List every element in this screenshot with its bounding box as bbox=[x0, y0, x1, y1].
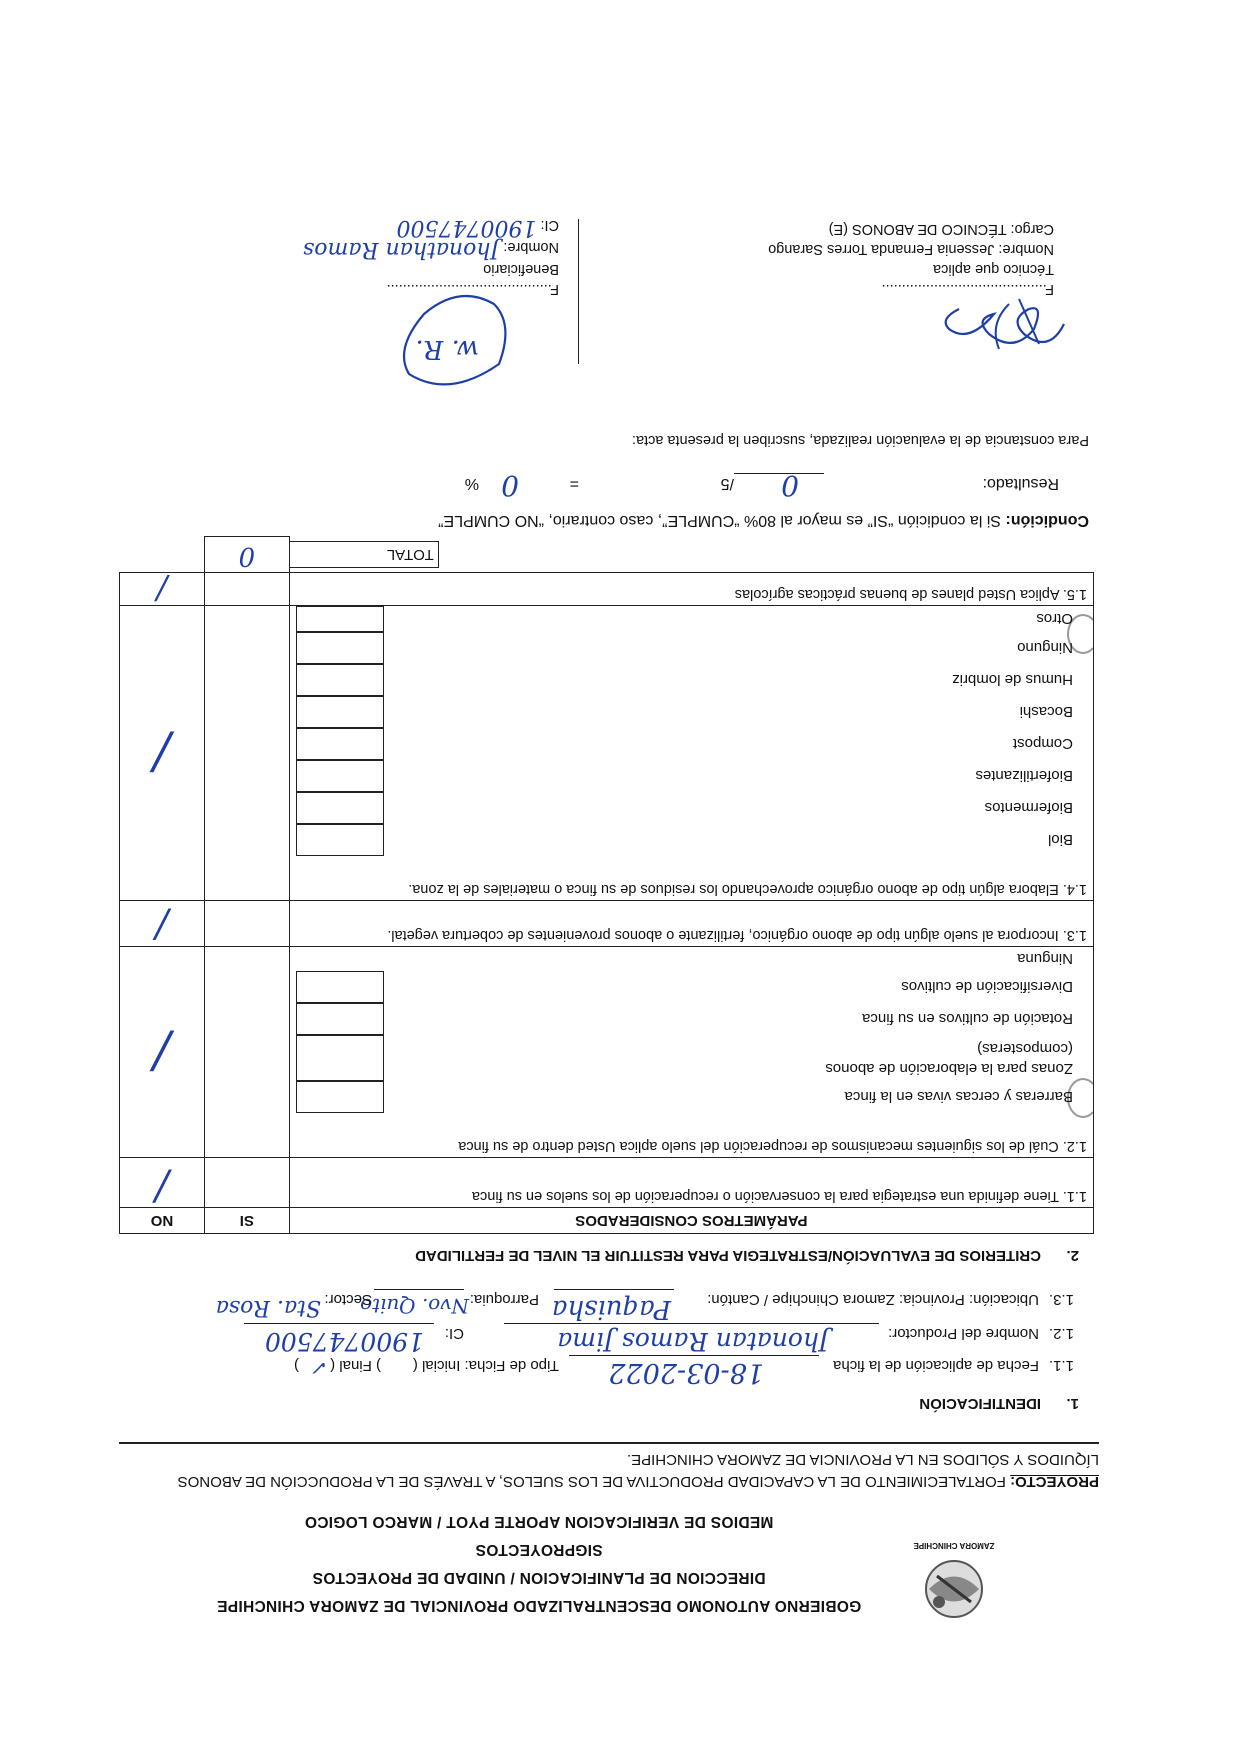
criteria-row-1-3 bbox=[120, 901, 1094, 947]
project-label: PROYECTO: bbox=[1010, 1473, 1099, 1490]
header-line-3: SIGPROYECTOS bbox=[475, 1541, 603, 1558]
sector-value: Sta. Rosa bbox=[215, 1295, 321, 1320]
field-1-3-label: Ubicación: Provincia: Zamora Chinchipe / Cantón: bbox=[707, 1291, 1039, 1308]
option-checkbox[interactable] bbox=[296, 792, 384, 824]
option-checkbox[interactable] bbox=[296, 696, 384, 728]
option-biofermentos: Biofermentos bbox=[290, 792, 1093, 824]
option-checkbox[interactable] bbox=[296, 728, 384, 760]
ci-label: CI: bbox=[444, 1325, 464, 1342]
option-rotacion: Rotación de cultivos en su finca bbox=[290, 1003, 1093, 1035]
option-diversificacion: Diversificación de cultivos bbox=[290, 971, 1093, 1003]
condition-text: Si la condición “SI” es mayor al 80% “CUMPLE”, caso contrario, “NO CUMPLE” bbox=[438, 512, 1001, 529]
parroquia-line bbox=[374, 1289, 464, 1290]
answer-no-1-4[interactable]: / bbox=[120, 606, 205, 901]
beneficiario-nombre-row bbox=[302, 237, 559, 262]
answer-si-1-1[interactable] bbox=[204, 1158, 289, 1208]
criteria-header-row bbox=[120, 1208, 1094, 1234]
beneficiario-ci-label: CI: bbox=[540, 217, 559, 233]
option-otros: Otros bbox=[290, 606, 1093, 632]
resultado-pct: % bbox=[464, 475, 479, 492]
resultado-num: 0 bbox=[781, 469, 799, 502]
option-checkbox[interactable] bbox=[296, 1035, 384, 1081]
criteria-row-1-1 bbox=[120, 1158, 1094, 1208]
total-si-value: 0 bbox=[204, 537, 289, 573]
beneficiario-block bbox=[303, 215, 559, 299]
project-block bbox=[119, 1442, 1099, 1492]
beneficiario-ci-row bbox=[303, 215, 559, 240]
option-zonas-abonos: Zonas para la elaboración de abonos (composteras) bbox=[290, 1035, 1093, 1081]
option-barreras: Barreras y cercas vivas en la finca bbox=[290, 1081, 1093, 1113]
header-line-1: GOBIERNO AUTONOMO DESCENTRALIZADO PROVINCIAL DE ZAMORA CHINCHIPE bbox=[216, 1597, 862, 1614]
answer-no-1-1[interactable]: / bbox=[120, 1158, 205, 1208]
resultado-den: /5 bbox=[720, 475, 734, 492]
answer-no-1-2[interactable]: / bbox=[120, 947, 205, 1158]
resultado-label: Resultado: bbox=[982, 475, 1059, 492]
provincial-logo bbox=[909, 1514, 999, 1624]
criteria-row-1-5 bbox=[120, 573, 1094, 606]
col-si-header: SI bbox=[204, 1208, 289, 1234]
question-1-1: 1.1. Tiene definida una estrategia para la conservación o recuperación de los suelos en su finca bbox=[289, 1158, 1093, 1208]
section-2-number: 2. bbox=[1066, 1247, 1079, 1264]
canton-value: Paquisha bbox=[551, 1294, 671, 1324]
tecnico-signature bbox=[929, 289, 1069, 364]
total-label: TOTAL bbox=[289, 541, 439, 568]
col-params-header: PARÁMETROS CONSIDERADOS bbox=[289, 1208, 1093, 1234]
tecnico-f-line: F......................................... bbox=[881, 281, 1054, 297]
option-checkbox[interactable] bbox=[296, 606, 384, 632]
col-no-header: NO bbox=[120, 1208, 205, 1234]
option-bocashi: Bocashi bbox=[290, 696, 1093, 728]
sector-label: Sector: bbox=[324, 1291, 372, 1308]
question-1-3: 1.3. Incorpora al suelo algún tipo de abono orgánico, fertilizante o abonos provenientes de cobertura vegetal. bbox=[289, 901, 1093, 947]
beneficiario-f-line: F......................................... bbox=[386, 281, 559, 297]
option-biofertilizantes: Biofertilizantes bbox=[290, 760, 1093, 792]
answer-si-1-2[interactable] bbox=[204, 947, 289, 1158]
option-ninguno: Ninguno bbox=[290, 632, 1093, 664]
field-1-1-label: Fecha de aplicación de la ficha bbox=[833, 1357, 1039, 1374]
ci-value: 1900747500 bbox=[264, 1327, 424, 1356]
option-compost: Compost bbox=[290, 728, 1093, 760]
question-1-2-cell bbox=[289, 947, 1093, 1158]
criteria-total-row bbox=[120, 537, 1094, 573]
criteria-row-1-4 bbox=[120, 606, 1094, 901]
beneficiario-signature bbox=[389, 284, 519, 394]
logo-text: ZAMORA CHINCHIPE bbox=[913, 1541, 995, 1550]
field-1-1-value: 18-03-2022 bbox=[608, 1357, 764, 1388]
criteria-row-1-2 bbox=[120, 947, 1094, 1158]
condition-label: Condición: bbox=[1005, 512, 1089, 529]
tecnico-role: Técnico que aplica bbox=[933, 261, 1054, 277]
option-checkbox[interactable] bbox=[296, 664, 384, 696]
tecnico-block bbox=[768, 219, 1054, 299]
tipo-ficha-end: ) bbox=[294, 1357, 299, 1374]
parroquia-value: Nvo. Quito bbox=[360, 1294, 469, 1318]
constancia-text: Para constancia de la evaluación realizada, suscriben la presenta acta: bbox=[631, 432, 1089, 448]
answer-no-1-3[interactable]: / bbox=[120, 901, 205, 947]
signature-divider bbox=[578, 219, 579, 364]
field-1-3-num: 1.3. bbox=[1048, 1291, 1074, 1308]
tipo-ficha-mid: ) Final ( bbox=[330, 1357, 381, 1374]
condition-line bbox=[438, 511, 1089, 529]
resultado-line bbox=[734, 473, 824, 474]
option-checkbox[interactable] bbox=[296, 760, 384, 792]
option-checkbox[interactable] bbox=[296, 971, 384, 1003]
answer-si-1-3[interactable] bbox=[204, 901, 289, 947]
criteria-table bbox=[119, 537, 1094, 1235]
header-line-4: MEDIOS DE VERIFICACION APORTE PYOT / MARCO LOGICO bbox=[304, 1513, 774, 1530]
field-1-2-label: Nombre del Productor: bbox=[888, 1325, 1039, 1342]
globe-logo-icon bbox=[909, 1554, 999, 1624]
section-1-number: 1. bbox=[1066, 1395, 1079, 1412]
tecnico-nombre: Nombre: Jessenia Fernanda Torres Sarango bbox=[768, 241, 1054, 257]
beneficiario-ci-value: 1900747500 bbox=[396, 215, 537, 240]
answer-si-1-4[interactable] bbox=[204, 606, 289, 901]
beneficiario-role: Beneficiario bbox=[483, 261, 559, 277]
productor-name-value: Jhonatan Ramos Jima bbox=[557, 1327, 829, 1356]
tipo-ficha-label: Tipo de Ficha: Inicial ( bbox=[412, 1357, 559, 1374]
tecnico-signature-scribble bbox=[929, 289, 1069, 364]
tipo-ficha-final-mark: ✓ bbox=[312, 1356, 329, 1380]
ci-line bbox=[244, 1323, 434, 1324]
question-1-4: 1.4. Elabora algún tipo de abono orgánico aprovechando los residuos de su finca o materiales de la zona. bbox=[408, 881, 1087, 897]
option-checkbox[interactable] bbox=[296, 1081, 384, 1113]
header-line-2: DIRECCION DE PLANIFICACION / UNIDAD DE PROYECTOS bbox=[312, 1569, 766, 1586]
beneficiario-sig-text: w. R. bbox=[415, 334, 479, 364]
question-1-5: 1.5. Aplica Usted planes de buenas prácticas agrícolas bbox=[289, 573, 1093, 606]
resultado-eq: = bbox=[569, 475, 579, 492]
option-biol: Biol bbox=[290, 824, 1093, 856]
option-ninguna: Ninguna bbox=[1017, 950, 1073, 968]
section-1-title: IDENTIFICACIÓN bbox=[919, 1395, 1041, 1412]
parroquia-label: Parroquia: bbox=[469, 1291, 539, 1308]
section-2-title: CRITERIOS DE EVALUACIÓN/ESTRATEGIA PARA RESTITUIR EL NIVEL DE FERTILIDAD bbox=[415, 1247, 1041, 1264]
answer-si-1-5[interactable] bbox=[204, 573, 289, 606]
total-no-empty bbox=[120, 537, 205, 573]
option-checkbox[interactable] bbox=[296, 1003, 384, 1035]
option-humus: Humus de lombriz bbox=[290, 664, 1093, 696]
option-checkbox[interactable] bbox=[296, 824, 384, 856]
answer-no-1-5[interactable]: / bbox=[120, 573, 205, 606]
tecnico-cargo: Cargo: TÉCNICO DE ABONOS (E) bbox=[828, 221, 1054, 237]
beneficiario-nombre-label: Nombre: bbox=[503, 239, 559, 255]
project-text: FORTALECIMIENTO DE LA CAPACIDAD PRODUCTIVA DE LOS SUELOS, A TRAVÉS DE LA PRODUCCIÓN DE ABONOS LÍQUIDOS Y SÓLIDOS EN LA PROVINCIA DE ZAMORA CHINCHIPE. bbox=[177, 1451, 1099, 1490]
beneficiario-nombre-value: Jhonathan Ramos bbox=[302, 237, 500, 262]
option-checkbox[interactable] bbox=[296, 632, 384, 664]
total-cell bbox=[289, 537, 1093, 573]
field-1-1-num: 1.1. bbox=[1048, 1357, 1074, 1374]
question-1-4-cell bbox=[289, 606, 1093, 901]
field-1-2-num: 1.2. bbox=[1048, 1325, 1074, 1342]
question-1-2: 1.2. Cuál de los siguientes mecanismos de recuperación del suelo aplica Usted dentro de su finca bbox=[458, 1138, 1087, 1154]
resultado-pct-value: 0 bbox=[501, 469, 519, 502]
canton-line bbox=[554, 1289, 674, 1290]
